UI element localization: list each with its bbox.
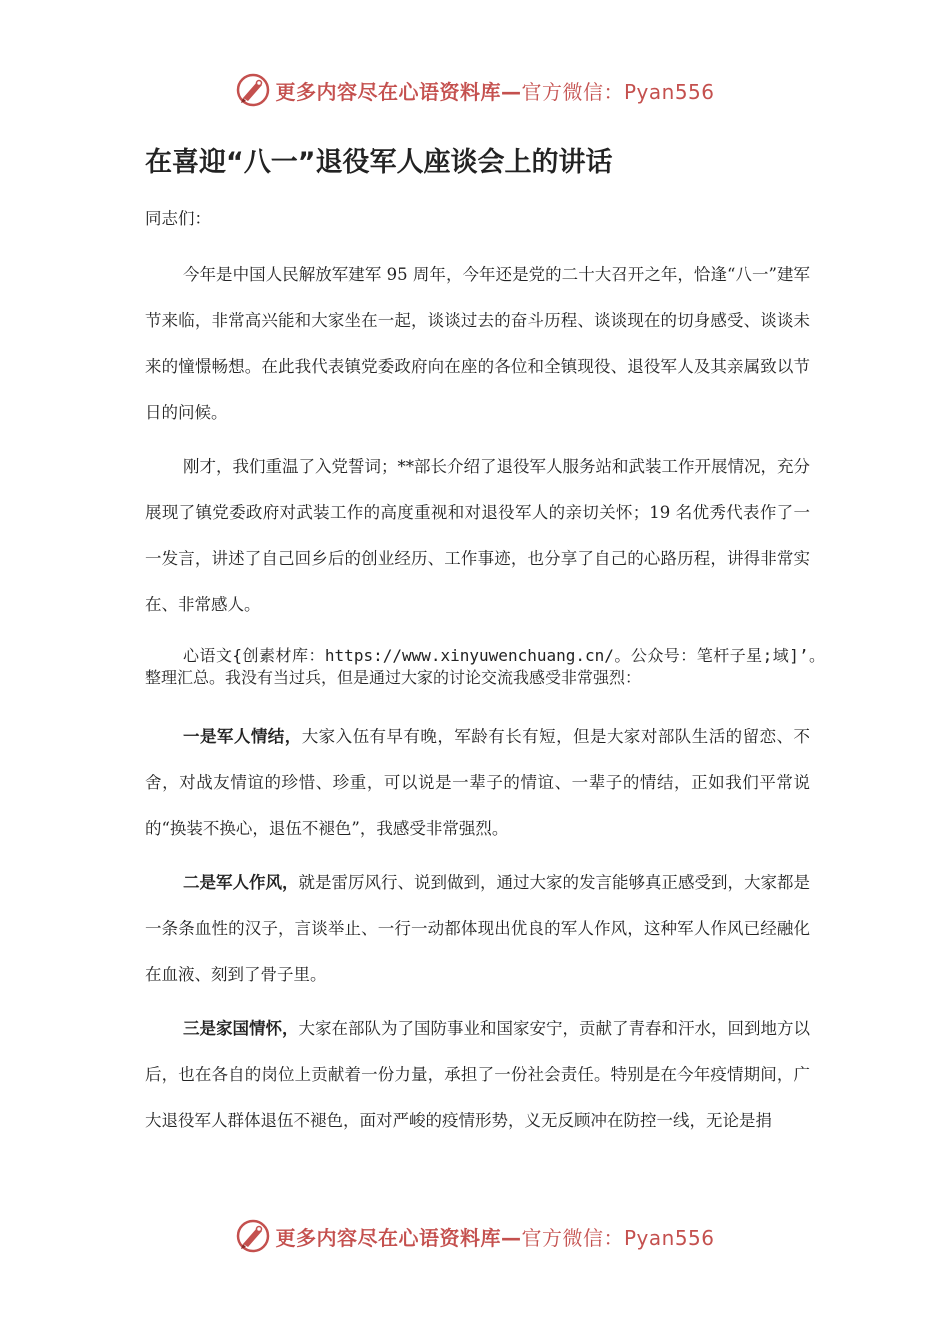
point-1-lead: 一是军人情结， — [183, 727, 302, 746]
header-banner-text: 更多内容尽在心语资料库—官方微信：Pyan556 — [275, 79, 715, 104]
pen-logo-icon — [235, 1218, 271, 1254]
paragraph-1: 今年是中国人民解放军建军 95 周年，今年还是党的二十大召开之年，恰逢“八一”建军节来临，非常高兴能和大家坐在一起，谈谈过去的奋斗历程、谈谈现在的切身感受、谈谈未来的憧憬畅想。在此我代表镇党委政府向在座的各位和全镇现役、退役军人及其亲属致以节日的问候。 — [145, 265, 810, 422]
point-3-text: 大家在部队为了国防事业和国家安宁，贡献了青春和汗水，回到地方以后，也在各自的岗位上贡献着一份力量，承担了一份社会责任。特别是在今年疫情期间，广大退役军人群体退伍不褪色，面对严峻的疫情形势，义无反顾冲在防控一线，无论是捐 — [145, 1019, 810, 1130]
point-1-text: 大家入伍有早有晚，军龄有长有短，但是大家对部队生活的留恋、不舍，对战友情谊的珍惜、珍重，可以说是一辈子的情谊、一辈子的情结，正如我们平常说的“换装不换心，退伍不褪色”，我感受非常强烈。 — [145, 727, 811, 838]
footer-banner — [0, 1218, 950, 1254]
point-2 — [145, 860, 810, 998]
header-banner — [0, 72, 950, 108]
paragraph-3-source-note: 心语文{创素材库：https://www.xinyuwenchuang.cn/。公众号：笔杆子星;域]’。整理汇总。我没有当过兵，但是通过大家的讨论交流我感受非常强烈： — [145, 646, 825, 687]
point-1 — [145, 714, 810, 852]
footer-banner-text: 更多内容尽在心语资料库—官方微信：Pyan556 — [275, 1225, 715, 1250]
document-title: 在喜迎“八一”退役军人座谈会上的讲话 — [145, 147, 613, 178]
salutation: 同志们： — [145, 209, 211, 228]
point-3-lead: 三是家国情怀， — [183, 1019, 299, 1038]
point-2-lead: 二是军人作风， — [183, 873, 299, 892]
point-3 — [145, 1006, 810, 1144]
pen-logo-icon — [235, 72, 271, 108]
point-2-text: 就是雷厉风行、说到做到，通过大家的发言能够真正感受到，大家都是一条条血性的汉子，言谈举止、一行一动都体现出优良的军人作风，这种军人作风已经融化在血液、刻到了骨子里。 — [145, 873, 810, 984]
paragraph-2: 刚才，我们重温了入党誓词；**部长介绍了退役军人服务站和武装工作开展情况，充分展现了镇党委政府对武装工作的高度重视和对退役军人的亲切关怀；19 名优秀代表作了一一发言，讲述了自己回乡后的创业经历、工作事迹，也分享了自己的心路历程，讲得非常实在、非常感人。 — [145, 457, 810, 614]
